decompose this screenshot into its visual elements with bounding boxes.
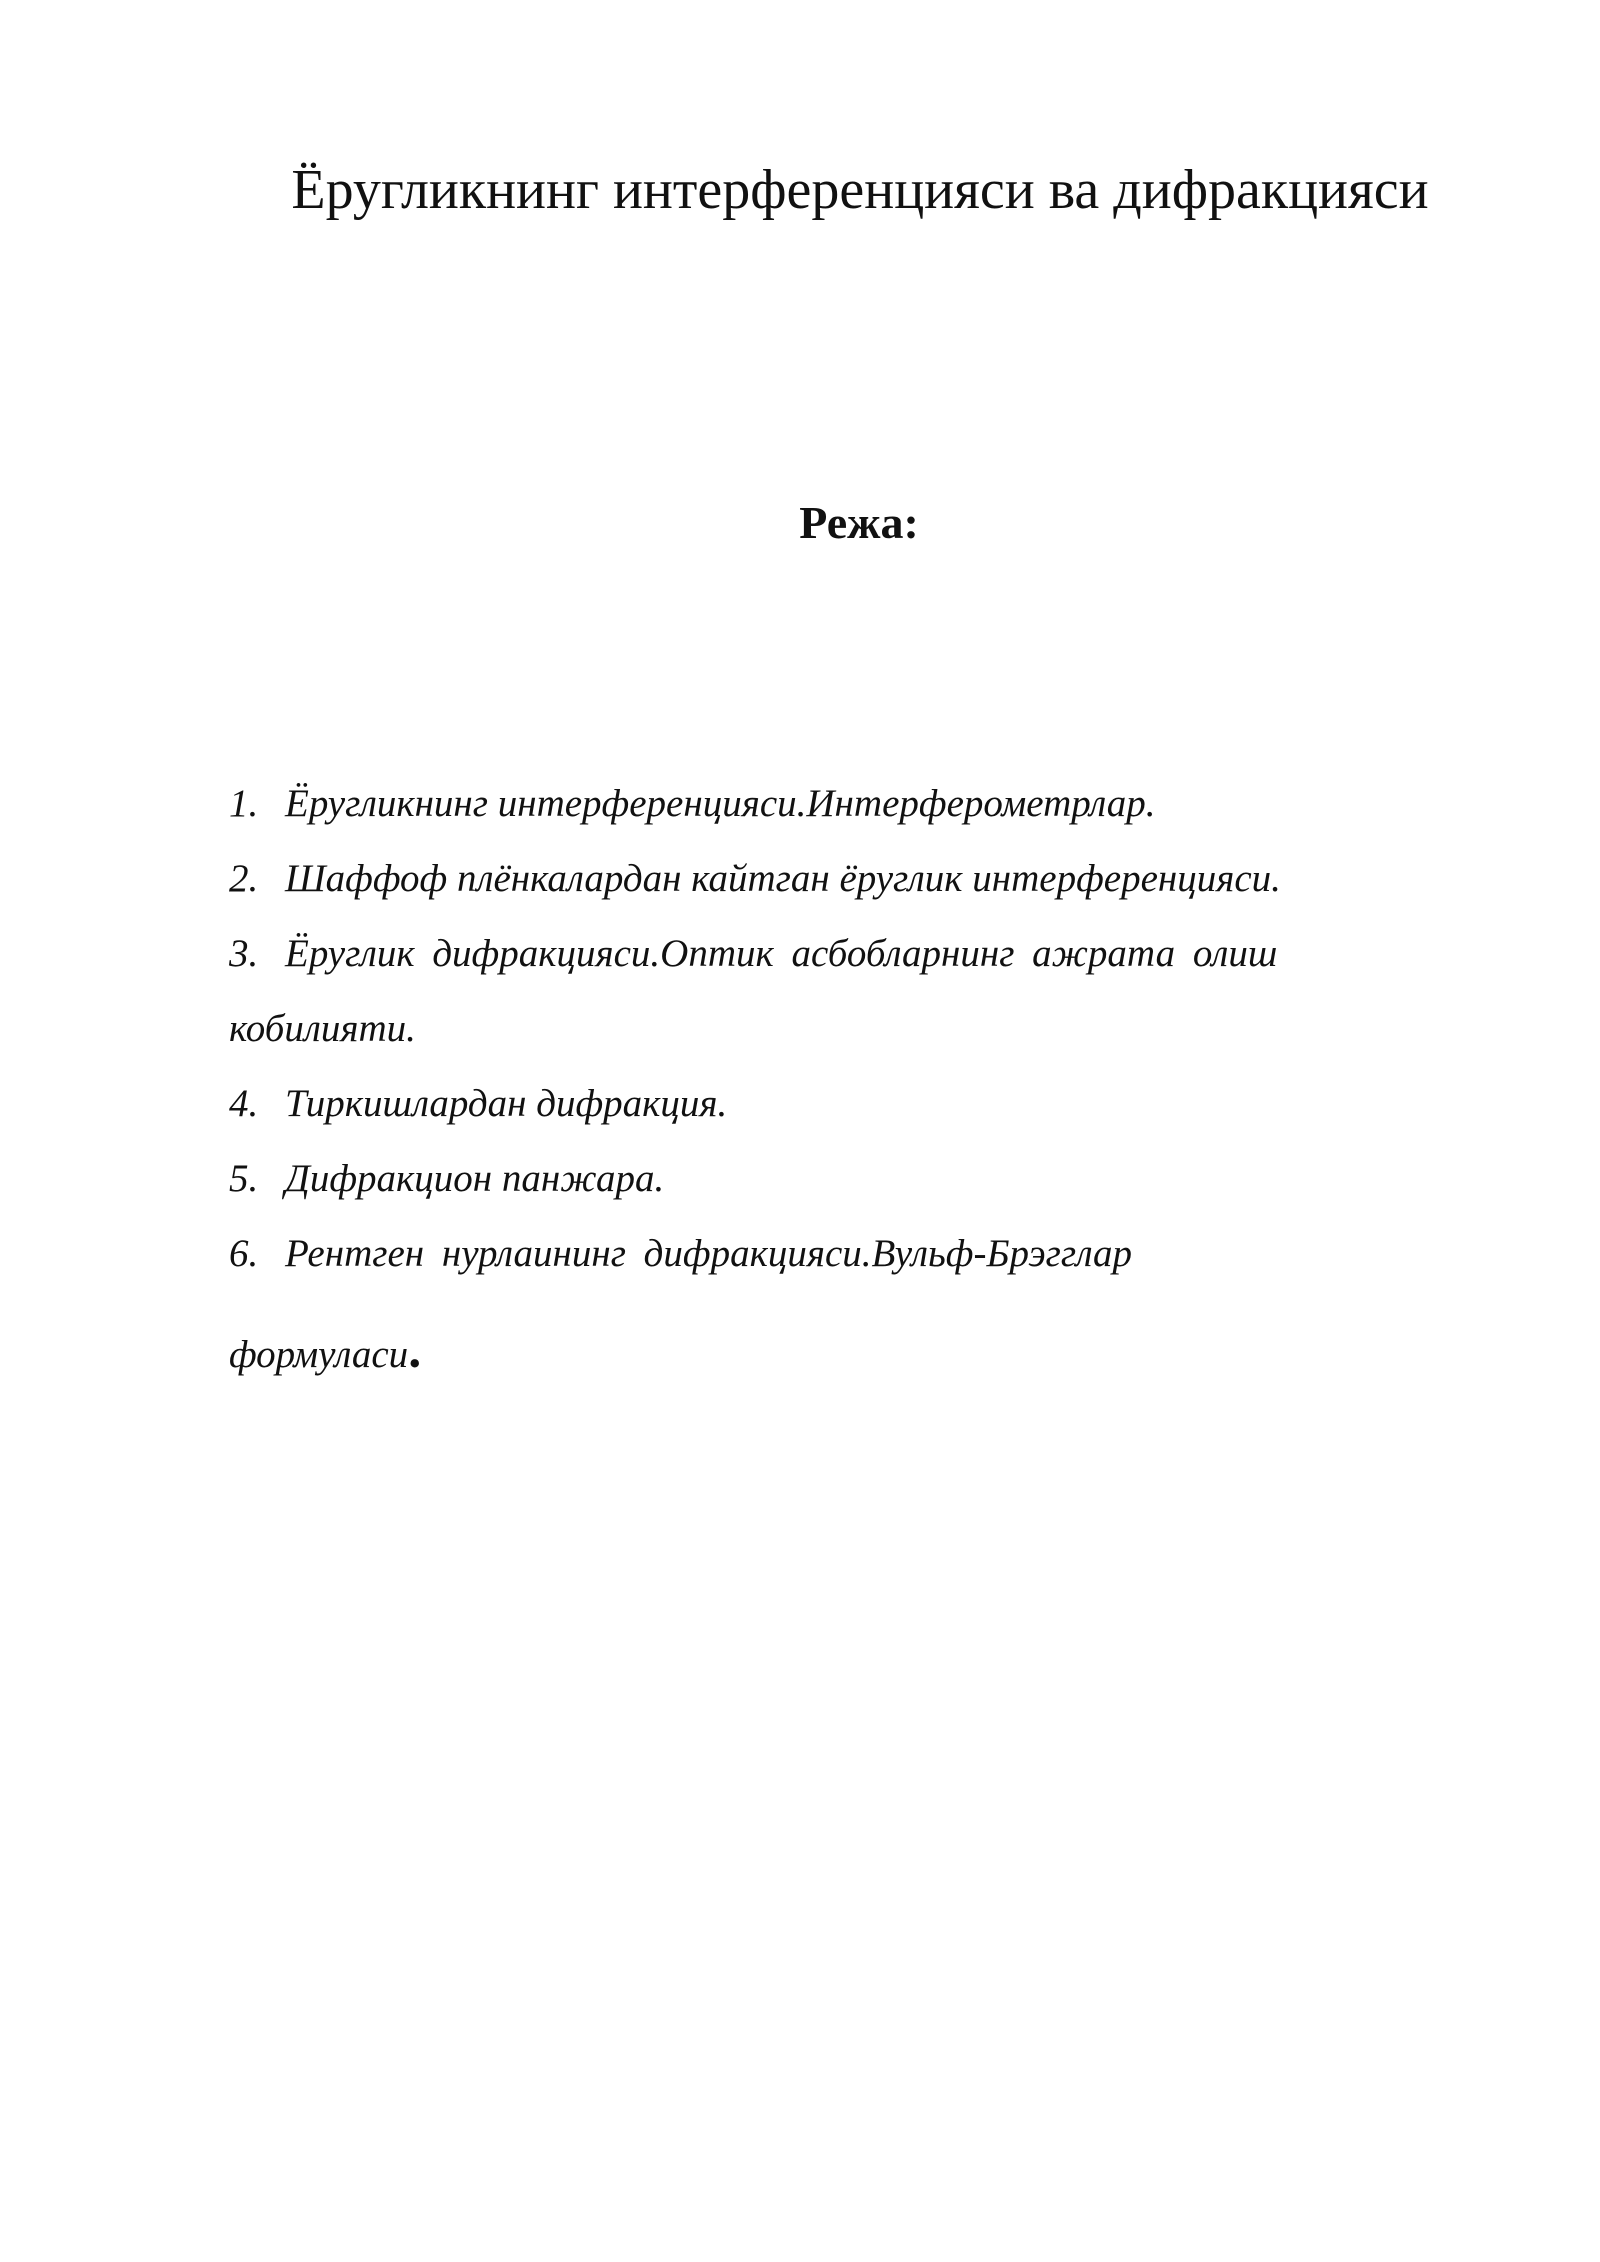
plan-item-4 <box>229 1066 1393 1141</box>
plan-item-continuation-wrap <box>229 1313 1393 1392</box>
plan-item-3 <box>229 916 1393 1066</box>
plan-item-6 <box>229 1216 1393 1392</box>
plan-item-text: Ёругликнинг интерференцияси.Интерферометрлар. <box>285 782 1156 825</box>
end-mark: . <box>408 1322 422 1379</box>
plan-item-number: 3. <box>229 932 259 975</box>
plan-item-number: 1. <box>229 782 259 825</box>
plan-item-text: Дифракцион панжара. <box>285 1157 665 1200</box>
plan-list <box>229 766 1393 1392</box>
plan-item-1 <box>229 766 1393 841</box>
plan-item-text: Рентген нурлаининг дифракцияси.Вульф-Брэгглар <box>285 1232 1133 1275</box>
plan-item-5 <box>229 1141 1393 1216</box>
plan-item-number: 4. <box>229 1082 259 1125</box>
plan-item-continuation: кобилияти. <box>229 1007 416 1050</box>
plan-item-number: 2. <box>229 857 259 900</box>
plan-item-number: 6. <box>229 1232 259 1275</box>
plan-item-text: Ёруглик дифракцияси.Оптик асбобларнинг ажрата олиш <box>285 932 1278 975</box>
plan-item-2 <box>229 841 1393 916</box>
plan-item-text: Шаффоф плёнкалардан кайтган ёруглик интерференцияси. <box>285 857 1281 900</box>
plan-item-text: Тиркишлардан дифракция. <box>285 1082 728 1125</box>
plan-heading: Режа: <box>799 497 919 548</box>
document-title: Ёругликнинг интерференцияси ва дифракцияси <box>291 159 1429 221</box>
plan-item-continuation: формуласи <box>229 1333 409 1376</box>
plan-item-number: 5. <box>229 1157 259 1200</box>
